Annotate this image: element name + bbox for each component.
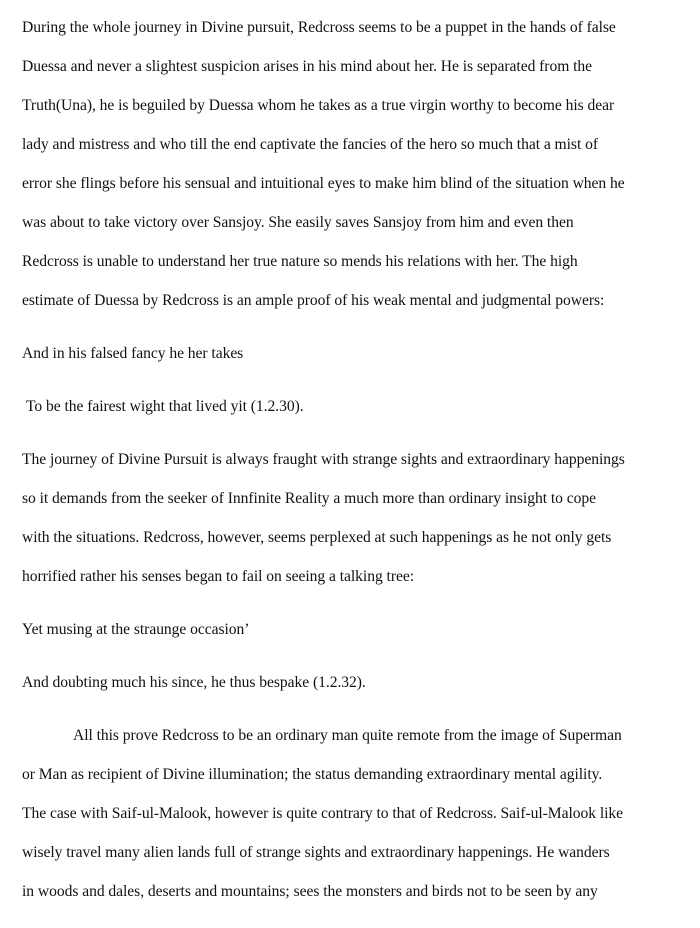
text-line: was about to take victory over Sansjoy. She easily saves Sansjoy from him and even then [22,214,574,231]
text-line: horrified rather his senses began to fail on seeing a talking tree: [22,568,414,585]
verse-line: And in his falsed fancy he her takes [22,345,244,362]
text-line: error she flings before his sensual and intuitional eyes to make him blind of the situation when he [22,175,625,192]
text-line: lady and mistress and who till the end captivate the fancies of the hero so much that a mist of [22,136,598,153]
text-line: in woods and dales, deserts and mountains; sees the monsters and birds not to be seen by any [22,883,598,900]
verse-line: Yet musing at the straunge occasion’ [22,621,250,638]
verse-line: To be the fairest wight that lived yit (1.2.30). [26,398,304,415]
text-line: estimate of Duessa by Redcross is an ample proof of his weak mental and judgmental powers: [22,292,605,309]
text-line: During the whole journey in Divine pursuit, Redcross seems to be a puppet in the hands of false [22,19,616,36]
text-line: Duessa and never a slightest suspicion arises in his mind about her. He is separated from the [22,58,593,75]
text-line: The journey of Divine Pursuit is always fraught with strange sights and extraordinary happenings [22,451,625,468]
text-line: All this prove Redcross to be an ordinary man quite remote from the image of Superman [73,727,622,744]
text-line: or Man as recipient of Divine illumination; the status demanding extraordinary mental agility. [22,766,603,783]
text-line: Truth(Una), he is beguiled by Duessa whom he takes as a true virgin worthy to become his dear [22,97,615,114]
text-line: The case with Saif-ul-Malook, however is quite contrary to that of Redcross. Saif-ul-Malook like [22,805,624,822]
text-line: Redcross is unable to understand her true nature so mends his relations with her. The high [22,253,578,270]
text-line: so it demands from the seeker of Innfinite Reality a much more than ordinary insight to cope [22,490,596,507]
verse-line: And doubting much his since, he thus bespake (1.2.32). [22,674,366,691]
text-line: wisely travel many alien lands full of strange sights and extraordinary happenings. He wanders [22,844,610,861]
text-line: with the situations. Redcross, however, seems perplexed at such happenings as he not only gets [22,529,612,546]
